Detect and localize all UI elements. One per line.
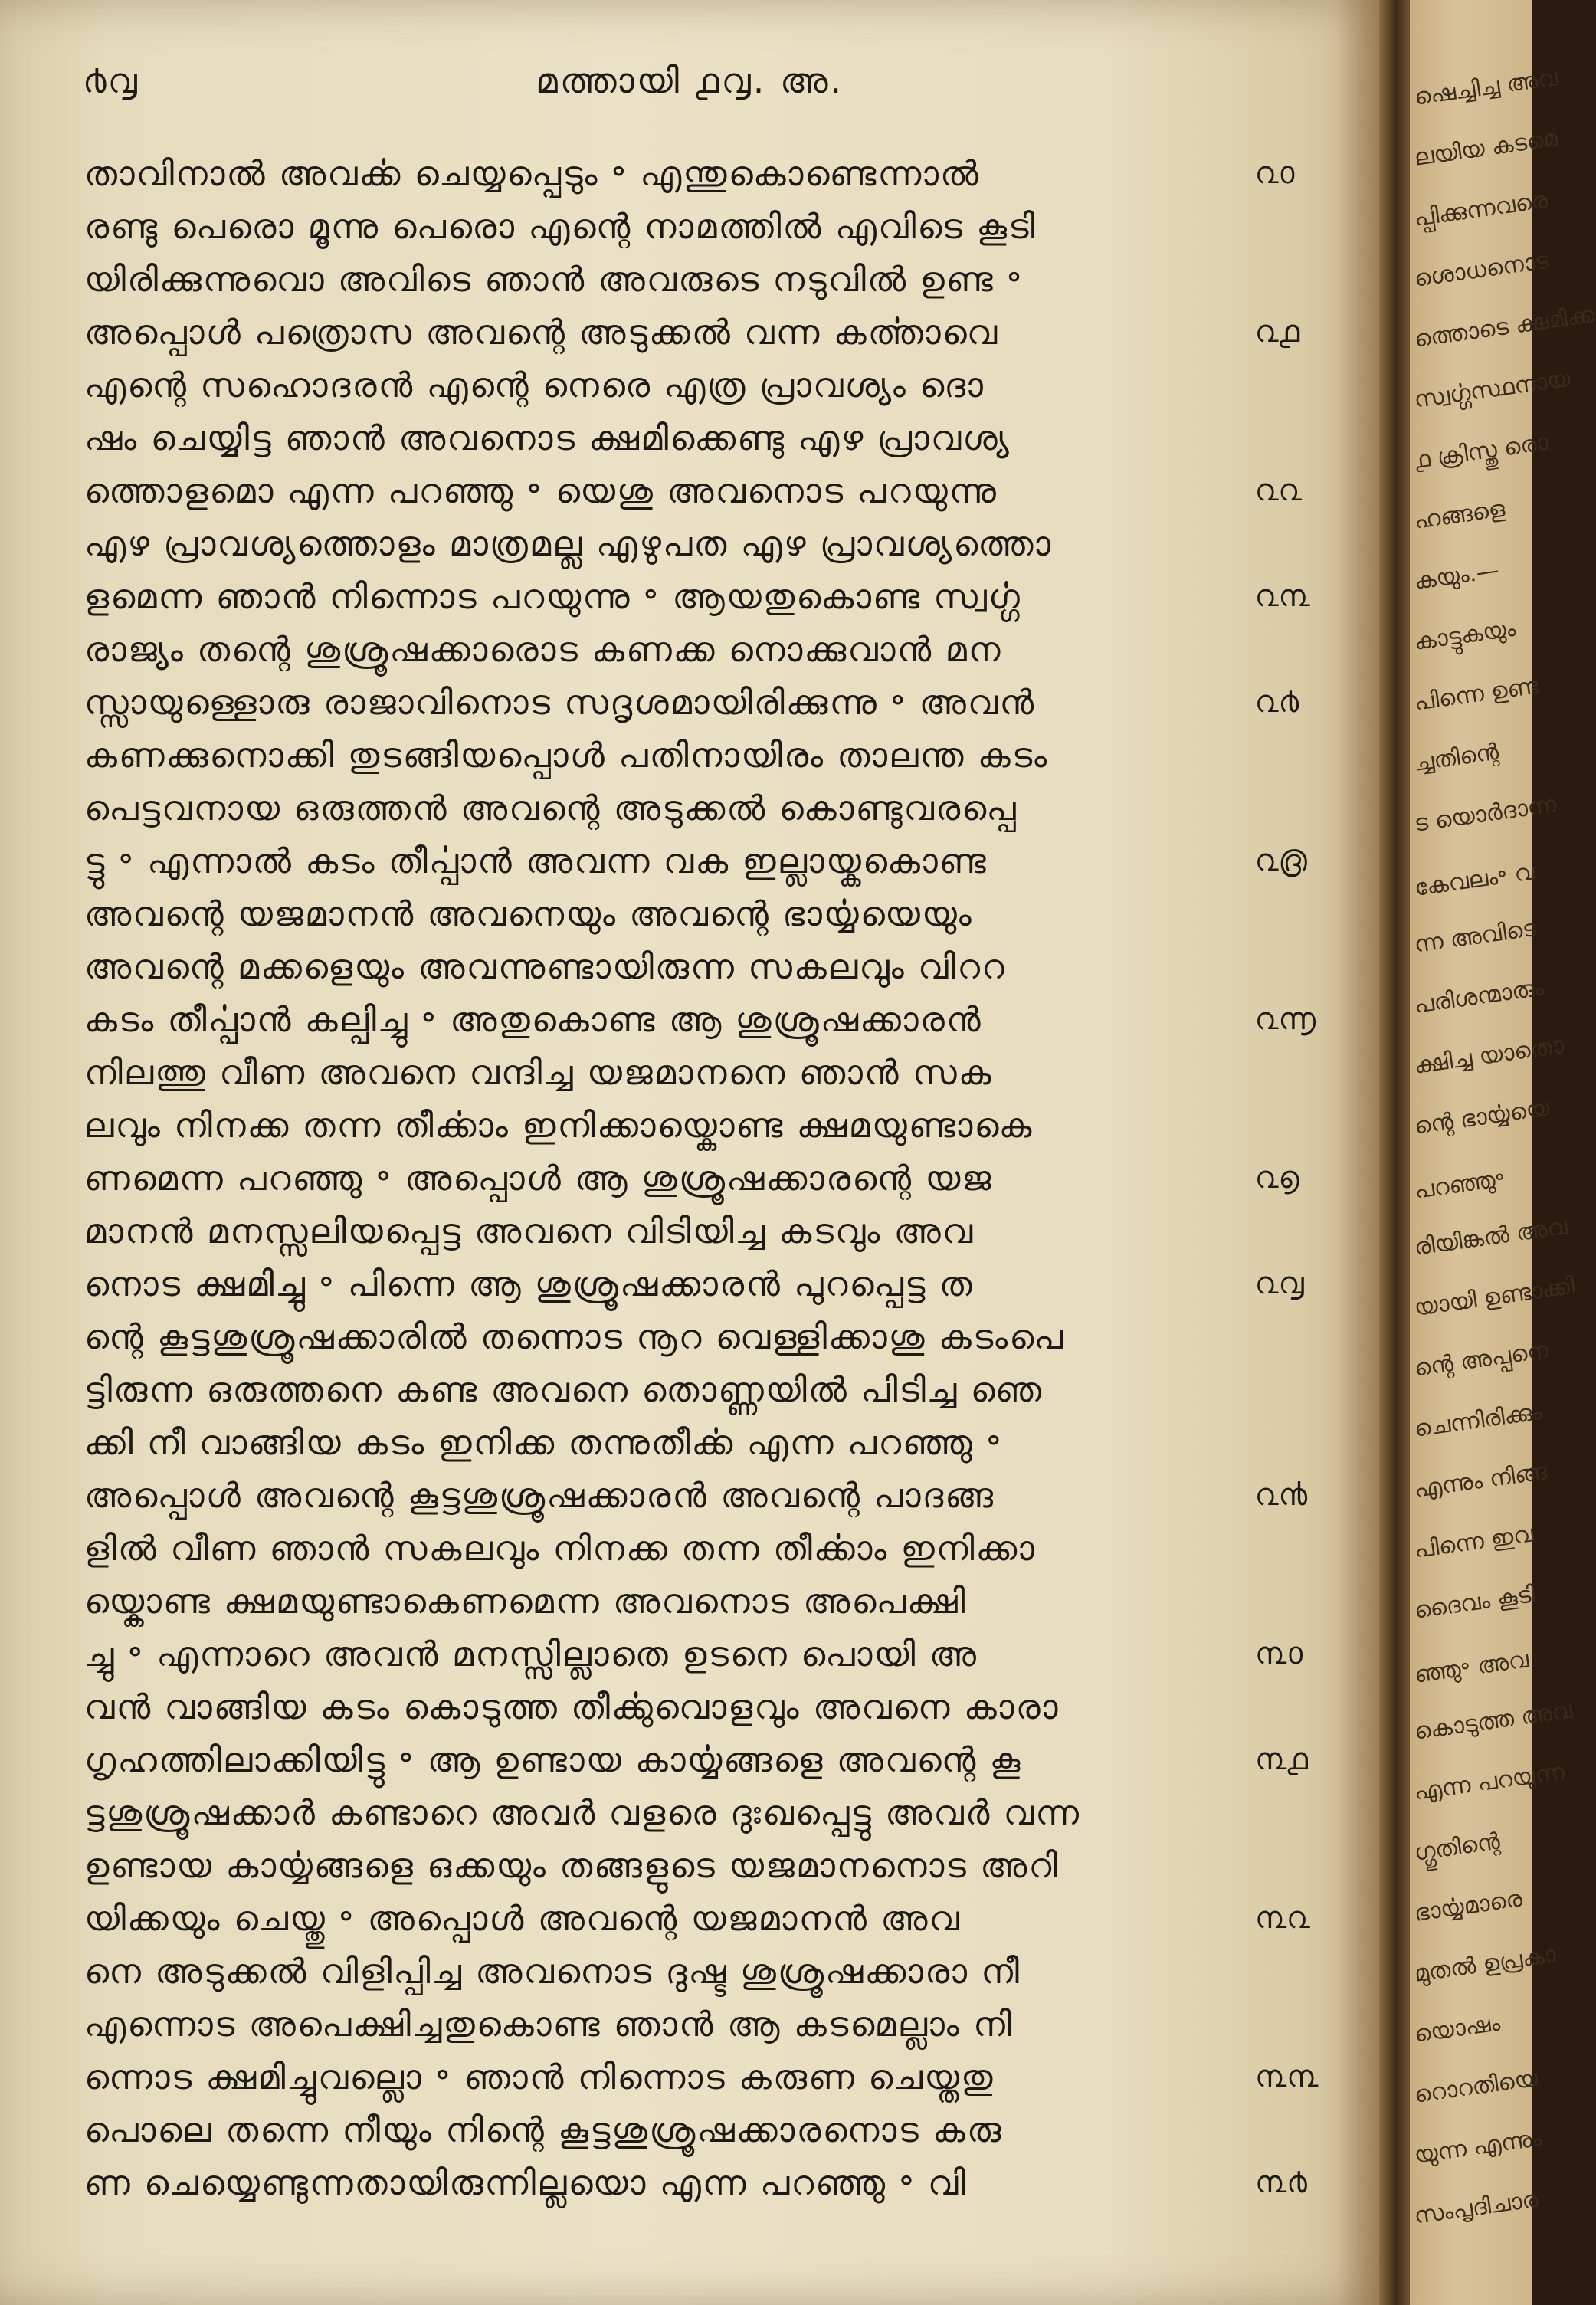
text-line: പെട്ടവനായ ഒരുത്തൻ അവന്റെ അടുക്കൽ കൊണ്ടുവരപ്പെ bbox=[84, 788, 1018, 828]
facing-page-text-fragment: പറഞ്ഞു॰ bbox=[1412, 1165, 1507, 1205]
facing-page-fragments bbox=[1379, 64, 1596, 2305]
text-line: ളിൽ വീണ ഞാൻ സകലവും നിനക്ക തന്ന തീൎക്കാം ഇനിക്കാ bbox=[84, 1528, 1036, 1569]
text-line: എന്നൊട അപെക്ഷിച്ചതുകൊണ്ട ഞാൻ ആ കടമെല്ലാം നി bbox=[84, 2004, 1013, 2044]
facing-page-text-fragment: മുതൽ ഉപ്രകാ bbox=[1412, 1941, 1558, 1988]
facing-page-text-fragment: കൊടുത്ത അവ bbox=[1412, 1697, 1575, 1746]
verse-number: ൨൧ bbox=[1255, 314, 1300, 349]
facing-page-text-fragment: ഭാൎയ്യമാരെ bbox=[1412, 1885, 1525, 1927]
facing-page-text-fragment: സ്വൎഗ്ഗസ്ഥനായ bbox=[1412, 365, 1572, 414]
facing-page-text-fragment: ദൈവം കൂടി bbox=[1412, 1581, 1537, 1625]
facing-page-text-fragment: ഹങ്ങളെ bbox=[1412, 495, 1507, 535]
text-line: നെ അടുക്കൽ വിളിപ്പിച്ച അവനൊട ദുഷ്ട ശുശ്രൂഷക്കാരാ നീ bbox=[84, 1951, 1021, 1992]
text-line: ട്ടശുശ്രൂഷക്കാർ കണ്ടാറെ അവർ വളരെ ദുഃഖപ്പെട്ടു അവർ വന്ന bbox=[84, 1792, 1080, 1833]
verse-number: ൩൪ bbox=[1255, 2165, 1307, 2200]
facing-page-text-fragment: ശൊധനൊട bbox=[1412, 247, 1551, 293]
facing-page-text-fragment: സംപൃദിചാര bbox=[1412, 2185, 1540, 2230]
text-line: രാജ്യം തന്റെ ശുശ്രൂഷക്കാരൊട കണക്ക നൊക്കുവാൻ മന bbox=[84, 629, 1002, 670]
facing-page-text-fragment: ത്തൊടെ ക്ഷമിക്ക bbox=[1412, 301, 1596, 353]
verse-number: ൨൩ bbox=[1255, 579, 1310, 614]
text-line: അവന്റെ യജമാനൻ അവനെയും അവന്റെ ഭാൎയ്യയെയും bbox=[84, 893, 973, 934]
text-line: രണ്ടു പെരൊ മൂന്നു പെരൊ എന്റെ നാമത്തിൽ എവിടെ കൂടി bbox=[84, 206, 1037, 247]
facing-page-text-fragment: ന്ന അവിടെ bbox=[1412, 914, 1538, 959]
facing-page-text-fragment: ലയിയ കടമെ bbox=[1412, 124, 1559, 172]
facing-page-text-fragment: പ്പിക്കുന്നവരെ bbox=[1412, 186, 1550, 232]
text-line: എഴ പ്രാവശ്യത്തൊളം മാത്രമല്ല എഴുപത എഴ പ്രാവശ്യത്തൊ bbox=[84, 523, 1053, 564]
text-line: ട്ടു ॰ എന്നാൽ കടം തീൎപ്പാൻ അവന്ന വക ഇല്ലായ്കകൊണ്ട bbox=[84, 841, 988, 881]
facing-page-text-fragment: ന്റെ അപ്പനെ bbox=[1412, 1336, 1551, 1382]
text-line: ന്റെ കൂട്ടശുശ്രൂഷക്കാരിൽ തന്നൊട നൂറ വെള്ളിക്കാശു കടംപെ bbox=[84, 1316, 1065, 1357]
facing-page-text-fragment: എന്നും നിങ്ങ bbox=[1412, 1457, 1548, 1503]
facing-page-text-fragment: കാട്ടുകയും bbox=[1412, 615, 1518, 656]
facing-page-text-fragment: പിന്നെ ഉണ്ട bbox=[1412, 672, 1541, 716]
facing-page-text-fragment: രിയിങ്കൽ അവ bbox=[1412, 1213, 1569, 1261]
verse-number: ൩൩ bbox=[1255, 2059, 1319, 2094]
text-line: ലവും നിനക്ക തന്ന തീൎക്കാം ഇനിക്കായ്കൊണ്ട ക്ഷമയുണ്ടാകെ bbox=[84, 1105, 1034, 1146]
page-number: ൪൮ bbox=[83, 60, 139, 101]
facing-page-text-fragment: ഷെച്ചിച്ച അവ bbox=[1412, 64, 1560, 111]
text-line: കടം തീൎപ്പാൻ കല്പിച്ചു ॰ അതുകൊണ്ട ആ ശുശ്രൂഷക്കാരൻ bbox=[84, 999, 982, 1040]
facing-page-text-fragment: ക്ഷിച്ച യാതൊ bbox=[1412, 1031, 1566, 1080]
text-line: അവന്റെ മക്കളെയും അവന്നുണ്ടായിരുന്ന സകലവും വിററ bbox=[84, 946, 1006, 987]
text-line: മാനൻ മനസ്സലിയപ്പെട്ട അവനെ വിടിയിച്ച കടവും അവ bbox=[84, 1211, 975, 1251]
verse-number: ൨൭ bbox=[1255, 1160, 1299, 1195]
facing-page-text-fragment: യൊഷം bbox=[1412, 2009, 1503, 2048]
facing-page-text-fragment: റൊറതിയെ bbox=[1412, 2064, 1540, 2109]
text-line: കണക്കുനൊക്കി തുടങ്ങിയപ്പൊൾ പതിനായിരം താലന്ത കടം bbox=[84, 735, 1049, 775]
facing-page-text-fragment: കയും.— bbox=[1412, 556, 1501, 595]
text-line: എന്റെ സഹൊദരൻ എന്റെ നെരെ എത്ര പ്രാവശ്യം ദൊ bbox=[84, 365, 985, 405]
text-line: ണമെന്ന പറഞ്ഞു ॰ അപ്പൊൾ ആ ശുശ്രൂഷക്കാരന്റെ യജ bbox=[84, 1158, 993, 1198]
text-line: യ്കൊണ്ട ക്ഷമയുണ്ടാകെണമെന്ന അവനൊട അപെക്ഷി bbox=[84, 1581, 967, 1621]
text-line: വൻ വാങ്ങിയ കടം കൊടുത്ത തീൎക്കുവൊളവും അവനെ കാരാ bbox=[84, 1687, 1060, 1727]
text-line: അപ്പൊൾ പത്രൊസ അവന്റെ അടുക്കൽ വന്ന കൎത്താവെ bbox=[84, 312, 999, 352]
facing-page-text-fragment: ഗ്ഗുതിന്റെ bbox=[1412, 1828, 1502, 1867]
facing-page-text-fragment: കേവലം॰ വ bbox=[1412, 858, 1537, 902]
facing-page-text-fragment: യുന്ന എന്നും bbox=[1412, 2124, 1544, 2169]
running-title: മത്തായി ൧൮. അ. bbox=[535, 60, 844, 101]
verse-number: ൨൬ bbox=[1255, 1002, 1316, 1037]
text-line: ട്ടിരുന്ന ഒരുത്തനെ കണ്ട അവനെ തൊണ്ണയിൽ പിടിച്ച ഞെ bbox=[84, 1369, 1044, 1410]
text-line: സ്സായുള്ളൊരു രാജാവിനൊട സദൃശമായിരിക്കുന്നു ॰ അവൻ bbox=[84, 682, 1036, 723]
verse-number: ൨൫ bbox=[1255, 843, 1307, 878]
verse-number: ൨൪ bbox=[1255, 684, 1299, 720]
text-line: നിലത്തു വീണ അവനെ വന്ദിച്ച യജമാനനെ ഞാൻ സക bbox=[84, 1052, 993, 1093]
facing-page-text-fragment: ചെന്നിരിക്കും bbox=[1412, 1398, 1544, 1443]
text-line: ഉണ്ടായ കാൎയ്യങ്ങളെ ഒക്കയും തങ്ങളുടെ യജമാനനൊട അറി bbox=[84, 1845, 1060, 1886]
text-line: ച്ചു ॰ എന്നാറെ അവൻ മനസ്സില്ലാതെ ഉടനെ പൊയി അ bbox=[84, 1634, 978, 1674]
text-line: ളമെന്ന ഞാൻ നിന്നൊട പറയുന്നു ॰ ആയതുകൊണ്ട സ്വൎഗ്ഗ bbox=[84, 576, 1021, 617]
text-line: അപ്പൊൾ അവന്റെ കൂട്ടശുശ്രൂഷക്കാരൻ അവന്റെ പാദങ്ങ bbox=[84, 1475, 995, 1516]
facing-page-text-fragment: ന്റെ ഭാൎയ്യയെ bbox=[1412, 1094, 1552, 1140]
page-header bbox=[0, 60, 1379, 121]
verse-number: ൩൦ bbox=[1255, 1636, 1303, 1671]
verse-number: ൩൧ bbox=[1255, 1742, 1308, 1777]
facing-page-text-fragment: ട യൊർദാന്ന bbox=[1412, 791, 1558, 838]
facing-page-text-fragment: പരിശന്മാരും bbox=[1412, 974, 1546, 1019]
text-line: ത്തൊളമൊ എന്ന പറഞ്ഞു ॰ യെശു അവനൊട പറയുന്നു bbox=[84, 471, 998, 511]
facing-page-text-fragment: ൧ ക്രിസ്തു രൊ bbox=[1412, 428, 1550, 474]
verse-number: ൩൨ bbox=[1255, 1900, 1310, 1936]
text-line: ന്നൊട ക്ഷമിച്ചുവല്ലൊ ॰ ഞാൻ നിന്നൊട കരുണ ചെയ്തതു bbox=[84, 2057, 995, 2097]
facing-page-text-fragment: യായി ഉണ്ടാക്കി bbox=[1412, 1272, 1577, 1322]
facing-page-text-fragment: പിന്നെ ഇവ bbox=[1412, 1520, 1535, 1564]
text-line: പൊലെ തന്നെ നീയും നിന്റെ കൂട്ടശുശ്രൂഷക്കാരനൊട കരു bbox=[84, 2110, 1003, 2150]
text-line: ണ ചെയ്യെണ്ടുന്നതായിരുന്നില്ലയൊ എന്ന പറഞ്ഞു ॰ വി bbox=[84, 2162, 968, 2203]
text-line: നൊട ക്ഷമിച്ചു ॰ പിന്നെ ആ ശുശ്രൂഷക്കാരൻ പുറപ്പെട്ട ത bbox=[84, 1264, 974, 1304]
verse-number: ൨൨ bbox=[1255, 473, 1303, 508]
text-line: ഗൃഹത്തിലാക്കിയിട്ടു ॰ ആ ഉണ്ടായ കാൎയ്യങ്ങളെ അവന്റെ കൂ bbox=[84, 1739, 1022, 1780]
facing-page-text-fragment: എന്ന പറയുന്ന bbox=[1412, 1758, 1566, 1806]
text-line: ക്കി നീ വാങ്ങിയ കടം ഇനിക്ക തന്നുതീൎക്ക എന്ന പറഞ്ഞു ॰ bbox=[84, 1422, 1003, 1463]
facing-page-text-fragment: ഞ്ഞു॰ അവ bbox=[1412, 1646, 1531, 1689]
body-text bbox=[84, 147, 1249, 2209]
text-line: താവിനാൽ അവൎക്ക ചെയ്യപ്പെടും ॰ എന്തുകൊണ്ടെന്നാൽ bbox=[84, 153, 981, 194]
text-line: ഷം ചെയ്യിട്ട ഞാൻ അവനൊട ക്ഷമിക്കെണ്ടു എഴ പ്രാവശ്യ bbox=[84, 418, 1011, 458]
verse-number: ൨൮ bbox=[1255, 1266, 1304, 1301]
text-line: യിരിക്കുന്നുവൊ അവിടെ ഞാൻ അവരുടെ നടുവിൽ ഉണ്ട ॰ bbox=[84, 259, 1024, 300]
text-line: യിക്കയും ചെയ്തു ॰ അപ്പൊൾ അവന്റെ യജമാനൻ അവ bbox=[84, 1898, 961, 1939]
verse-number: ൨൦ bbox=[1255, 156, 1295, 191]
verse-number: ൨൯ bbox=[1255, 1477, 1308, 1513]
facing-page-text-fragment: ച്ചതിന്റെ bbox=[1412, 738, 1501, 777]
